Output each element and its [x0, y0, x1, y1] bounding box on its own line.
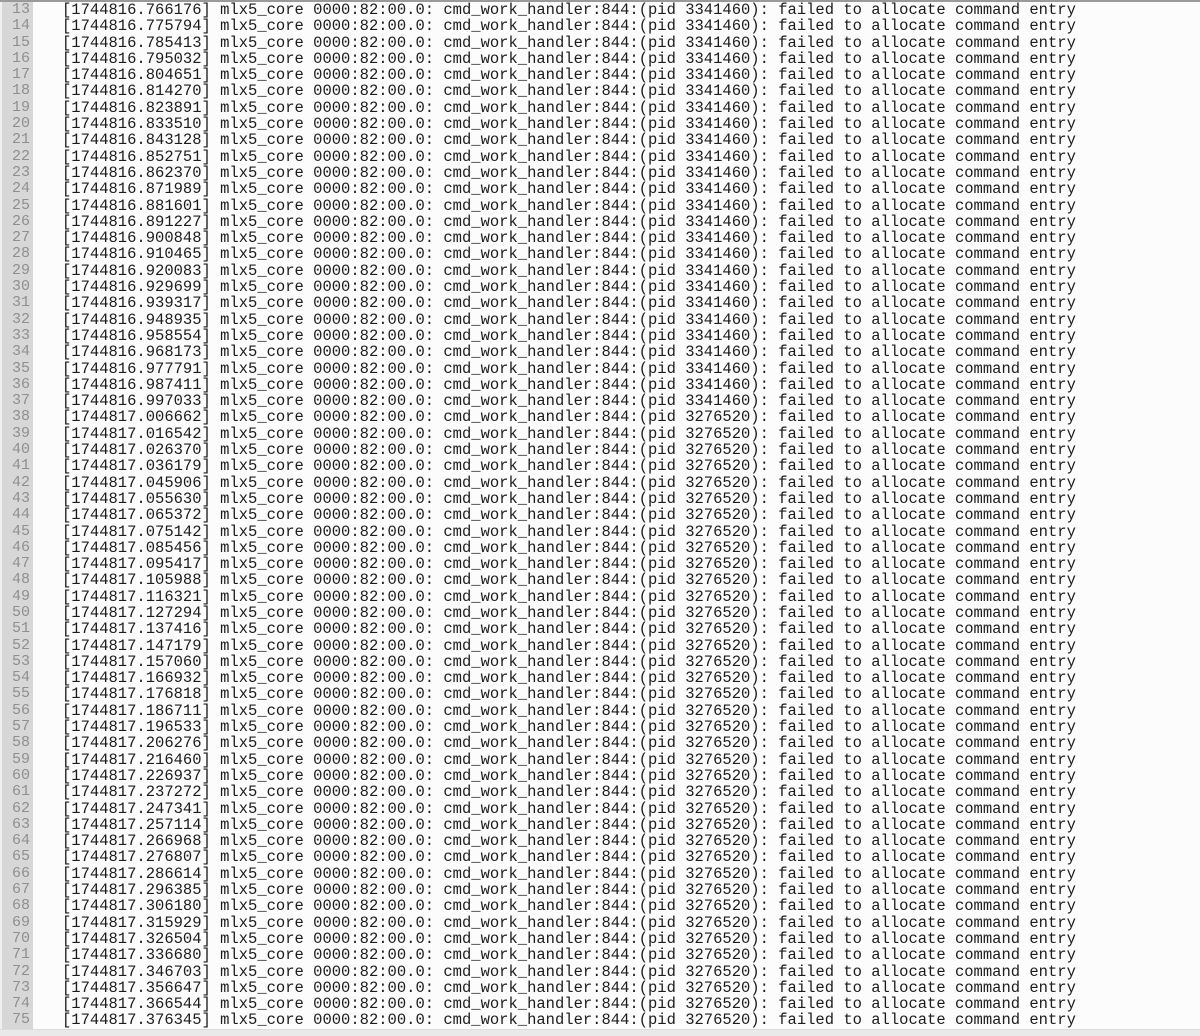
log-line[interactable]: [1744816.958554] mlx5_core 0000:82:00.0: cmd_work_handler:844:(pid 3341460): failed to allocate command entry — [62, 326, 1076, 345]
line-number: 28 — [11, 245, 30, 263]
log-line[interactable]: [1744817.257114] mlx5_core 0000:82:00.0: cmd_work_handler:844:(pid 3276520): failed to allocate command entry — [62, 815, 1076, 834]
line-number: 18 — [11, 82, 30, 100]
line-number: 27 — [11, 229, 30, 247]
log-line[interactable]: [1744816.823891] mlx5_core 0000:82:00.0: cmd_work_handler:844:(pid 3341460): failed to allocate command entry — [62, 98, 1076, 117]
log-line[interactable]: [1744817.286614] mlx5_core 0000:82:00.0: cmd_work_handler:844:(pid 3276520): failed to allocate command entry — [62, 864, 1076, 883]
line-number: 20 — [11, 115, 30, 133]
log-line[interactable]: [1744817.306180] mlx5_core 0000:82:00.0: cmd_work_handler:844:(pid 3276520): failed to allocate command entry — [62, 897, 1076, 916]
line-number: 31 — [11, 294, 30, 312]
log-line[interactable]: [1744817.376345] mlx5_core 0000:82:00.0: cmd_work_handler:844:(pid 3276520): failed to allocate command entry — [62, 1011, 1076, 1029]
line-number: 40 — [11, 441, 30, 459]
log-line[interactable]: [1744817.247341] mlx5_core 0000:82:00.0: cmd_work_handler:844:(pid 3276520): failed to allocate command entry — [62, 799, 1076, 818]
line-number: 41 — [11, 457, 30, 475]
line-number: 66 — [11, 864, 30, 882]
log-line[interactable]: [1744817.116321] mlx5_core 0000:82:00.0: cmd_work_handler:844:(pid 3276520): failed to allocate command entry — [62, 587, 1076, 606]
line-number: 43 — [11, 489, 30, 507]
line-number: 62 — [11, 799, 30, 817]
log-line[interactable]: [1744816.891227] mlx5_core 0000:82:00.0: cmd_work_handler:844:(pid 3341460): failed to allocate command entry — [62, 212, 1076, 231]
line-number: 19 — [11, 98, 30, 116]
line-number: 72 — [11, 962, 30, 980]
log-line[interactable]: [1744817.095417] mlx5_core 0000:82:00.0: cmd_work_handler:844:(pid 3276520): failed to allocate command entry — [62, 555, 1076, 574]
log-line[interactable]: [1744816.977791] mlx5_core 0000:82:00.0: cmd_work_handler:844:(pid 3341460): failed to allocate command entry — [62, 359, 1076, 378]
log-line[interactable]: [1744817.045906] mlx5_core 0000:82:00.0: cmd_work_handler:844:(pid 3276520): failed to allocate command entry — [62, 473, 1076, 492]
line-number: 39 — [11, 424, 30, 442]
log-line[interactable]: [1744817.366544] mlx5_core 0000:82:00.0: cmd_work_handler:844:(pid 3276520): failed to allocate command entry — [62, 995, 1076, 1014]
line-number: 55 — [11, 685, 30, 703]
line-number: 35 — [11, 359, 30, 377]
log-line[interactable]: [1744816.795032] mlx5_core 0000:82:00.0: cmd_work_handler:844:(pid 3341460): failed to allocate command entry — [62, 49, 1076, 68]
line-number: 69 — [11, 913, 30, 931]
line-number: 54 — [11, 669, 30, 687]
line-number: 37 — [11, 392, 30, 410]
line-number: 33 — [11, 326, 30, 344]
line-number: 15 — [11, 33, 30, 51]
log-line[interactable]: [1744816.871989] mlx5_core 0000:82:00.0: cmd_work_handler:844:(pid 3341460): failed to allocate command entry — [62, 180, 1076, 199]
line-number: 49 — [11, 587, 30, 605]
log-line[interactable]: [1744816.804651] mlx5_core 0000:82:00.0: cmd_work_handler:844:(pid 3341460): failed to allocate command entry — [62, 66, 1076, 85]
line-number: 53 — [11, 652, 30, 670]
line-number: 21 — [11, 131, 30, 149]
line-number: 56 — [11, 701, 30, 719]
log-line[interactable]: [1744816.920083] mlx5_core 0000:82:00.0: cmd_work_handler:844:(pid 3341460): failed to allocate command entry — [62, 261, 1076, 280]
line-number: 16 — [11, 49, 30, 67]
line-number: 71 — [11, 946, 30, 964]
log-line[interactable]: [1744816.814270] mlx5_core 0000:82:00.0: cmd_work_handler:844:(pid 3341460): failed to allocate command entry — [62, 82, 1076, 101]
log-line[interactable]: [1744816.900848] mlx5_core 0000:82:00.0: cmd_work_handler:844:(pid 3341460): failed to allocate command entry — [62, 229, 1076, 248]
log-line[interactable]: [1744817.085456] mlx5_core 0000:82:00.0: cmd_work_handler:844:(pid 3276520): failed to allocate command entry — [62, 538, 1076, 557]
log-line[interactable]: [1744816.843128] mlx5_core 0000:82:00.0: cmd_work_handler:844:(pid 3341460): failed to allocate command entry — [62, 131, 1076, 150]
log-line[interactable]: [1744816.862370] mlx5_core 0000:82:00.0: cmd_work_handler:844:(pid 3341460): failed to allocate command entry — [62, 163, 1076, 182]
log-line[interactable]: [1744817.296385] mlx5_core 0000:82:00.0: cmd_work_handler:844:(pid 3276520): failed to allocate command entry — [62, 881, 1076, 900]
log-line[interactable]: [1744816.987411] mlx5_core 0000:82:00.0: cmd_work_handler:844:(pid 3341460): failed to allocate command entry — [62, 375, 1076, 394]
line-number: 13 — [11, 2, 30, 18]
line-number: 45 — [11, 522, 30, 540]
line-number: 17 — [11, 66, 30, 84]
line-number: 25 — [11, 196, 30, 214]
log-line[interactable]: [1744817.356647] mlx5_core 0000:82:00.0: cmd_work_handler:844:(pid 3276520): failed to allocate command entry — [62, 978, 1076, 997]
log-line[interactable]: [1744816.939317] mlx5_core 0000:82:00.0: cmd_work_handler:844:(pid 3341460): failed to allocate command entry — [62, 294, 1076, 313]
log-line[interactable]: [1744817.186711] mlx5_core 0000:82:00.0: cmd_work_handler:844:(pid 3276520): failed to allocate command entry — [62, 701, 1076, 720]
line-number: 34 — [11, 343, 30, 361]
line-number: 26 — [11, 212, 30, 230]
log-line[interactable]: [1744817.016542] mlx5_core 0000:82:00.0: cmd_work_handler:844:(pid 3276520): failed to allocate command entry — [62, 424, 1076, 443]
line-number-gutter — [0, 2, 33, 1029]
line-number: 50 — [11, 603, 30, 621]
log-text-area[interactable] — [33, 2, 1200, 1029]
log-line[interactable]: [1744817.216460] mlx5_core 0000:82:00.0: cmd_work_handler:844:(pid 3276520): failed to allocate command entry — [62, 750, 1076, 769]
log-line[interactable]: [1744816.775794] mlx5_core 0000:82:00.0: cmd_work_handler:844:(pid 3341460): failed to allocate command entry — [62, 17, 1076, 36]
line-number: 38 — [11, 408, 30, 426]
log-line[interactable]: [1744816.785413] mlx5_core 0000:82:00.0: cmd_work_handler:844:(pid 3341460): failed to allocate command entry — [62, 33, 1076, 52]
line-number: 52 — [11, 636, 30, 654]
log-line[interactable]: [1744816.766176] mlx5_core 0000:82:00.0: cmd_work_handler:844:(pid 3341460): failed to allocate command entry — [62, 2, 1076, 19]
log-line[interactable]: [1744816.948935] mlx5_core 0000:82:00.0: cmd_work_handler:844:(pid 3341460): failed to allocate command entry — [62, 310, 1076, 329]
log-line[interactable]: [1744816.881601] mlx5_core 0000:82:00.0: cmd_work_handler:844:(pid 3341460): failed to allocate command entry — [62, 196, 1076, 215]
line-number: 74 — [11, 995, 30, 1013]
line-number: 30 — [11, 278, 30, 296]
log-line[interactable]: [1744817.026370] mlx5_core 0000:82:00.0: cmd_work_handler:844:(pid 3276520): failed to allocate command entry — [62, 441, 1076, 460]
line-number: 70 — [11, 929, 30, 947]
log-line[interactable]: [1744817.276807] mlx5_core 0000:82:00.0: cmd_work_handler:844:(pid 3276520): failed to allocate command entry — [62, 848, 1076, 867]
log-line[interactable]: [1744817.206276] mlx5_core 0000:82:00.0: cmd_work_handler:844:(pid 3276520): failed to allocate command entry — [62, 734, 1076, 753]
log-line[interactable]: [1744817.006662] mlx5_core 0000:82:00.0: cmd_work_handler:844:(pid 3276520): failed to allocate command entry — [62, 408, 1076, 427]
log-line[interactable]: [1744816.910465] mlx5_core 0000:82:00.0: cmd_work_handler:844:(pid 3341460): failed to allocate command entry — [62, 245, 1076, 264]
line-number: 42 — [11, 473, 30, 491]
log-line[interactable]: [1744817.196533] mlx5_core 0000:82:00.0: cmd_work_handler:844:(pid 3276520): failed to allocate command entry — [62, 718, 1076, 737]
log-line[interactable]: [1744817.055630] mlx5_core 0000:82:00.0: cmd_work_handler:844:(pid 3276520): failed to allocate command entry — [62, 489, 1076, 508]
line-number: 29 — [11, 261, 30, 279]
line-number: 24 — [11, 180, 30, 198]
line-number: 68 — [11, 897, 30, 915]
log-line[interactable]: [1744817.075142] mlx5_core 0000:82:00.0: cmd_work_handler:844:(pid 3276520): failed to allocate command entry — [62, 522, 1076, 541]
log-line[interactable]: [1744816.968173] mlx5_core 0000:82:00.0: cmd_work_handler:844:(pid 3341460): failed to allocate command entry — [62, 343, 1076, 362]
line-number: 59 — [11, 750, 30, 768]
log-line[interactable]: [1744817.346703] mlx5_core 0000:82:00.0: cmd_work_handler:844:(pid 3276520): failed to allocate command entry — [62, 962, 1076, 981]
line-number: 46 — [11, 538, 30, 556]
log-line[interactable]: [1744816.852751] mlx5_core 0000:82:00.0: cmd_work_handler:844:(pid 3341460): failed to allocate command entry — [62, 147, 1076, 166]
log-line[interactable]: [1744817.237272] mlx5_core 0000:82:00.0: cmd_work_handler:844:(pid 3276520): failed to allocate command entry — [62, 783, 1076, 802]
log-line[interactable]: [1744817.127294] mlx5_core 0000:82:00.0: cmd_work_handler:844:(pid 3276520): failed to allocate command entry — [62, 603, 1076, 622]
log-line[interactable]: [1744817.036179] mlx5_core 0000:82:00.0: cmd_work_handler:844:(pid 3276520): failed to allocate command entry — [62, 457, 1076, 476]
line-number: 63 — [11, 815, 30, 833]
line-number: 44 — [11, 506, 30, 524]
log-line[interactable]: [1744817.226937] mlx5_core 0000:82:00.0: cmd_work_handler:844:(pid 3276520): failed to allocate command entry — [62, 766, 1076, 785]
log-line[interactable]: [1744817.176818] mlx5_core 0000:82:00.0: cmd_work_handler:844:(pid 3276520): failed to allocate command entry — [62, 685, 1076, 704]
log-line[interactable]: [1744817.326504] mlx5_core 0000:82:00.0: cmd_work_handler:844:(pid 3276520): failed to allocate command entry — [62, 929, 1076, 948]
log-line[interactable]: [1744817.336680] mlx5_core 0000:82:00.0: cmd_work_handler:844:(pid 3276520): failed to allocate command entry — [62, 946, 1076, 965]
log-line[interactable]: [1744816.833510] mlx5_core 0000:82:00.0: cmd_work_handler:844:(pid 3341460): failed to allocate command entry — [62, 115, 1076, 134]
line-number: 57 — [11, 718, 30, 736]
line-number: 32 — [11, 310, 30, 328]
log-line[interactable]: [1744817.105988] mlx5_core 0000:82:00.0: cmd_work_handler:844:(pid 3276520): failed to allocate command entry — [62, 571, 1076, 590]
log-line[interactable]: [1744817.147179] mlx5_core 0000:82:00.0: cmd_work_handler:844:(pid 3276520): failed to allocate command entry — [62, 636, 1076, 655]
log-line[interactable]: [1744817.166932] mlx5_core 0000:82:00.0: cmd_work_handler:844:(pid 3276520): failed to allocate command entry — [62, 669, 1076, 688]
log-line[interactable]: [1744816.997033] mlx5_core 0000:82:00.0: cmd_work_handler:844:(pid 3341460): failed to allocate command entry — [62, 392, 1076, 411]
log-line[interactable]: [1744816.929699] mlx5_core 0000:82:00.0: cmd_work_handler:844:(pid 3341460): failed to allocate command entry — [62, 278, 1076, 297]
line-number: 23 — [11, 163, 30, 181]
horizontal-scrollbar[interactable] — [0, 1029, 1200, 1036]
line-number: 58 — [11, 734, 30, 752]
editor-body — [0, 2, 1200, 1029]
log-line[interactable]: [1744817.157060] mlx5_core 0000:82:00.0: cmd_work_handler:844:(pid 3276520): failed to allocate command entry — [62, 652, 1076, 671]
line-number: 36 — [11, 375, 30, 393]
log-line[interactable]: [1744817.137416] mlx5_core 0000:82:00.0: cmd_work_handler:844:(pid 3276520): failed to allocate command entry — [62, 620, 1076, 639]
line-number: 64 — [11, 832, 30, 850]
line-number: 14 — [11, 17, 30, 35]
line-number: 65 — [11, 848, 30, 866]
line-number: 47 — [11, 555, 30, 573]
line-number: 73 — [11, 978, 30, 996]
log-line[interactable]: [1744817.315929] mlx5_core 0000:82:00.0: cmd_work_handler:844:(pid 3276520): failed to allocate command entry — [62, 913, 1076, 932]
log-line[interactable]: [1744817.065372] mlx5_core 0000:82:00.0: cmd_work_handler:844:(pid 3276520): failed to allocate command entry — [62, 506, 1076, 525]
log-line[interactable]: [1744817.266968] mlx5_core 0000:82:00.0: cmd_work_handler:844:(pid 3276520): failed to allocate command entry — [62, 832, 1076, 851]
line-number: 51 — [11, 620, 30, 638]
line-number: 22 — [11, 147, 30, 165]
line-number: 61 — [11, 783, 30, 801]
line-number: 60 — [11, 766, 30, 784]
line-number: 75 — [11, 1011, 30, 1029]
line-number: 48 — [11, 571, 30, 589]
line-number: 67 — [11, 881, 30, 899]
